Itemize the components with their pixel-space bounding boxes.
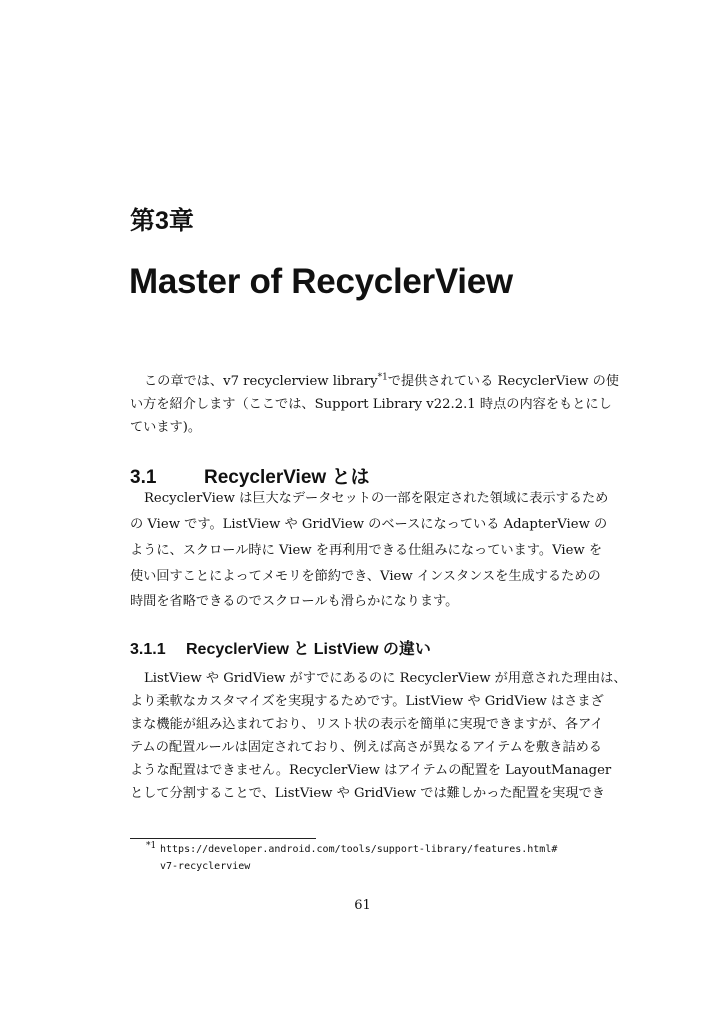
paragraph-line: ような配置はできません。RecyclerView はアイテムの配置を LayoutManager [130,763,612,778]
text: この章では、v7 recyclerview library [144,374,378,389]
subsection-title: RecyclerView と ListView の違い [186,641,431,658]
intro-line: い方を紹介します（ここでは、Support Library v22.2.1 時点の内容をもとにし [130,397,612,412]
section-heading [130,462,369,489]
section-number: 3.1 [130,467,157,488]
footnote-ref[interactable]: *1 [377,372,388,383]
text: で提供されている RecyclerView の使 [387,374,619,389]
page-number: 61 [354,898,371,913]
footnote-url[interactable]: https://developer.android.com/tools/support-library/features.html# [160,844,558,855]
footnote-marker: *1 [146,841,157,851]
subsection-number: 3.1.1 [130,641,166,658]
chapter-title: Master of RecyclerView [129,262,513,301]
paragraph-line: の View です。ListView や GridView のベースになっている AdapterView の [130,517,608,532]
paragraph-line: ように、スクロール時に View を再利用できる仕組みになっています。View を [130,543,603,558]
intro-line [144,372,619,391]
paragraph-line: として分割することで、ListView や GridView では難しかった配置を実現でき [130,786,605,801]
footnote-url-cont[interactable]: v7-recyclerview [160,861,251,872]
paragraph-line: RecyclerView は巨大なデータセットの一部を限定された領域に表示するため [144,491,609,506]
paragraph-line: テムの配置ルールは固定されており、例えば高さが異なるアイテムを敷き詰める [130,740,602,755]
section-title: RecyclerView とは [204,467,370,488]
chapter-label: 第3章 [130,207,194,235]
paragraph-line: ListView や GridView がすでにあるのに RecyclerView が用意された理由は、 [144,671,627,686]
paragraph-line: まな機能が組み込まれており、リスト状の表示を簡単に実現できますが、各アイ [130,717,604,732]
paragraph-line: より柔軟なカスタマイズを実現するためです。ListView や GridView はさまざ [130,694,604,709]
paragraph-line: 時間を省略できるのでスクロールも滑らかになります。 [130,594,459,609]
paragraph-line: 使い回すことによってメモリを節約でき、View インスタンスを生成するための [130,569,601,584]
intro-line: ています)。 [130,420,202,435]
subsection-heading [130,636,431,659]
footnote-divider [130,838,316,839]
